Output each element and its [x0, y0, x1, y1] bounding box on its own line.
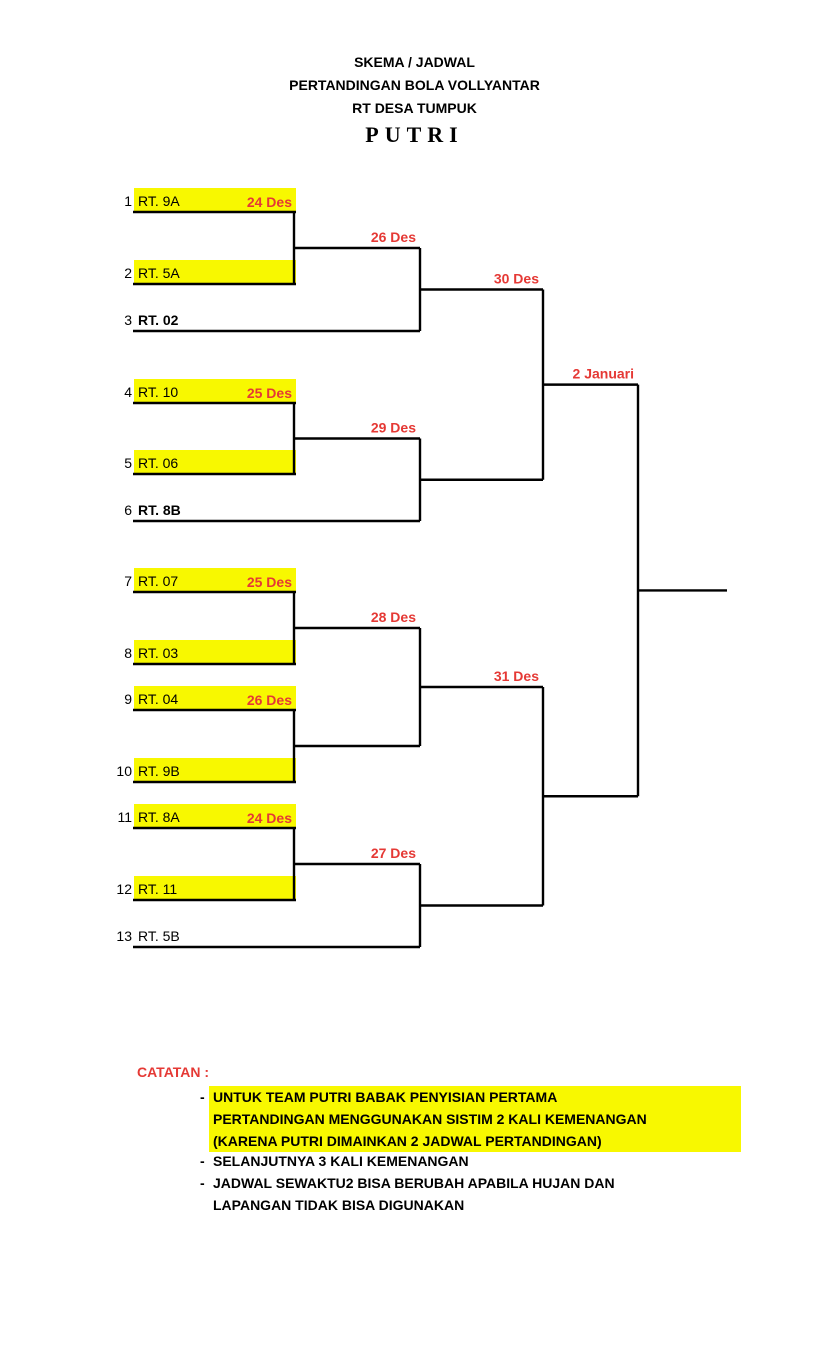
- note-1-line-3: (KARENA PUTRI DIMAINKAN 2 JADWAL PERTANDINGAN): [213, 1133, 602, 1149]
- round2-date-r2_a: 26 Des: [370, 229, 416, 245]
- team-name-5: RT. 06: [138, 455, 179, 471]
- team-number-1: 1: [124, 193, 132, 209]
- round1-date-r1_e: 24 Des: [246, 810, 292, 826]
- team-name-8: RT. 03: [138, 645, 179, 661]
- category-title: PUTRI: [365, 122, 464, 147]
- team-name-2: RT. 5A: [138, 265, 180, 281]
- team-name-4: RT. 10: [138, 384, 179, 400]
- team-name-11: RT. 8A: [138, 809, 180, 825]
- round1-date-r1_c: 25 Des: [246, 574, 292, 590]
- note-3-line-1: JADWAL SEWAKTU2 BISA BERUBAH APABILA HUJAN DAN: [213, 1175, 615, 1191]
- round1-date-r1_b: 25 Des: [246, 385, 292, 401]
- title-line-2: PERTANDINGAN BOLA VOLLYANTAR: [289, 77, 540, 93]
- round3-date-r3_a: 30 Des: [493, 270, 539, 287]
- round2-date-r2_d: 27 Des: [370, 845, 416, 861]
- note-item-2: - SELANJUTNYA 3 KALI KEMENANGAN: [213, 1150, 469, 1172]
- team-name-3: RT. 02: [138, 312, 179, 328]
- team-number-5: 5: [124, 455, 132, 471]
- team-number-3: 3: [124, 312, 132, 328]
- team-name-13: RT. 5B: [138, 928, 180, 944]
- final-date: 2 Januari: [572, 365, 634, 382]
- notes-label: CATATAN :: [137, 1064, 210, 1080]
- round1-date-r1_a: 24 Des: [246, 194, 292, 210]
- team-name-10: RT. 9B: [138, 763, 180, 779]
- team-name-9: RT. 04: [138, 691, 179, 707]
- note-3-line-2: LAPANGAN TIDAK BISA DIGUNAKAN: [213, 1197, 465, 1213]
- note-1-line-2: PERTANDINGAN MENGGUNAKAN SISTIM 2 KALI KEMENANGAN: [213, 1111, 647, 1127]
- team-number-9: 9: [124, 691, 132, 707]
- note-2-line-1: SELANJUTNYA 3 KALI KEMENANGAN: [213, 1153, 469, 1169]
- note-item-1: - UNTUK TEAM PUTRI BABAK PENYISIAN PERTAMA PERTANDINGAN MENGGUNAKAN SISTIM 2 KALI KEMENANGAN (KARENA PUTRI DIMAINKAN 2 JADWAL PERTANDINGAN): [213, 1086, 647, 1152]
- team-number-7: 7: [124, 573, 132, 589]
- team-name-7: RT. 07: [138, 573, 179, 589]
- team-number-11: 11: [117, 809, 132, 825]
- round3-date-r3_b: 31 Des: [493, 668, 539, 684]
- team-number-2: 2: [124, 265, 132, 281]
- team-number-12: 12: [116, 881, 132, 897]
- team-name-12: RT. 11: [138, 881, 178, 897]
- note-item-3: - JADWAL SEWAKTU2 BISA BERUBAH APABILA HUJAN DAN LAPANGAN TIDAK BISA DIGUNAKAN: [213, 1172, 615, 1216]
- round2-date-r2_c: 28 Des: [370, 609, 416, 625]
- round1-date-r1_d: 26 Des: [246, 692, 292, 708]
- team-name-1: RT. 9A: [138, 193, 180, 209]
- team-number-13: 13: [116, 928, 132, 944]
- note-1-line-1: UNTUK TEAM PUTRI BABAK PENYISIAN PERTAMA: [213, 1089, 558, 1105]
- title-line-1: SKEMA / JADWAL: [354, 54, 475, 70]
- team-name-6: RT. 8B: [138, 502, 181, 518]
- team-number-8: 8: [124, 645, 132, 661]
- round2-date-r2_b: 29 Des: [370, 419, 416, 436]
- team-number-10: 10: [116, 763, 132, 779]
- team-number-4: 4: [124, 384, 132, 400]
- title-line-3: RT DESA TUMPUK: [352, 100, 477, 116]
- team-number-6: 6: [124, 502, 132, 518]
